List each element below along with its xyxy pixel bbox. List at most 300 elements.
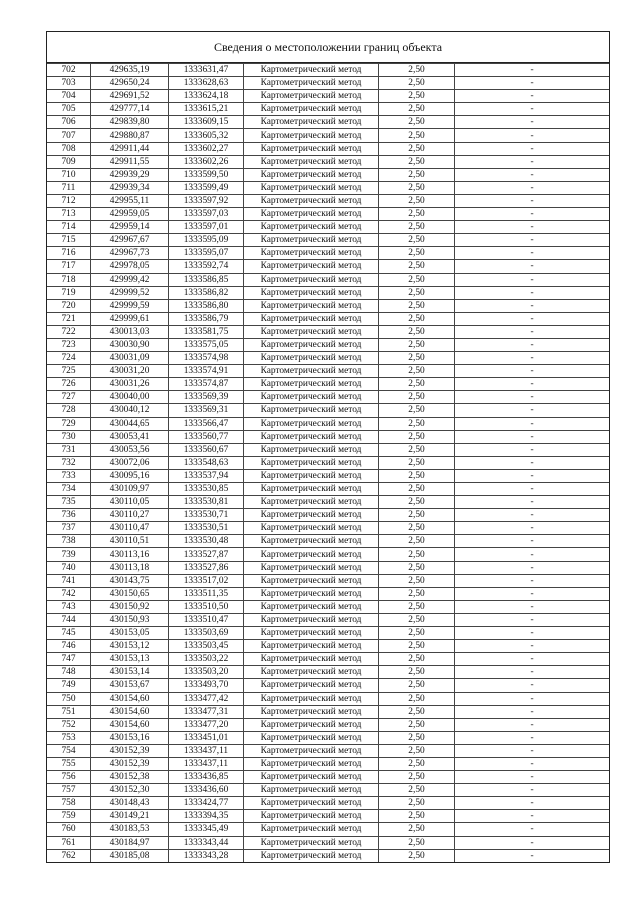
description-cell: - <box>455 155 610 168</box>
point-number-cell: 730 <box>47 430 91 443</box>
point-number-cell: 727 <box>47 391 91 404</box>
method-cell: Картометрический метод <box>244 430 379 443</box>
x-coordinate-cell: 430030,90 <box>91 338 169 351</box>
table-row <box>47 666 609 679</box>
precision-cell: 2,50 <box>379 430 455 443</box>
y-coordinate-cell: 1333503,22 <box>169 653 244 666</box>
x-coordinate-cell: 429939,29 <box>91 168 169 181</box>
point-number-cell: 741 <box>47 574 91 587</box>
table-row <box>47 456 609 469</box>
method-cell: Картометрический метод <box>244 103 379 116</box>
precision-cell: 2,50 <box>379 823 455 836</box>
y-coordinate-cell: 1333595,07 <box>169 247 244 260</box>
method-cell: Картометрический метод <box>244 129 379 142</box>
table-row <box>47 613 609 626</box>
y-coordinate-cell: 1333548,63 <box>169 456 244 469</box>
method-cell: Картометрический метод <box>244 744 379 757</box>
x-coordinate-cell: 429911,55 <box>91 155 169 168</box>
precision-cell: 2,50 <box>379 299 455 312</box>
x-coordinate-cell: 430040,00 <box>91 391 169 404</box>
table-row <box>47 234 609 247</box>
precision-cell: 2,50 <box>379 64 455 77</box>
y-coordinate-cell: 1333511,35 <box>169 587 244 600</box>
method-cell: Картометрический метод <box>244 260 379 273</box>
point-number-cell: 749 <box>47 679 91 692</box>
point-number-cell: 707 <box>47 129 91 142</box>
point-number-cell: 723 <box>47 338 91 351</box>
precision-cell: 2,50 <box>379 600 455 613</box>
y-coordinate-cell: 1333581,75 <box>169 325 244 338</box>
y-coordinate-cell: 1333586,85 <box>169 273 244 286</box>
table-row <box>47 194 609 207</box>
point-number-cell: 720 <box>47 299 91 312</box>
y-coordinate-cell: 1333493,70 <box>169 679 244 692</box>
method-cell: Картометрический метод <box>244 286 379 299</box>
table-row <box>47 469 609 482</box>
y-coordinate-cell: 1333477,31 <box>169 705 244 718</box>
x-coordinate-cell: 429959,14 <box>91 221 169 234</box>
point-number-cell: 704 <box>47 90 91 103</box>
table-row <box>47 757 609 770</box>
y-coordinate-cell: 1333595,09 <box>169 234 244 247</box>
method-cell: Картометрический метод <box>244 404 379 417</box>
method-cell: Картометрический метод <box>244 496 379 509</box>
y-coordinate-cell: 1333345,49 <box>169 823 244 836</box>
precision-cell: 2,50 <box>379 613 455 626</box>
description-cell: - <box>455 836 610 849</box>
x-coordinate-cell: 430148,43 <box>91 797 169 810</box>
table-row <box>47 155 609 168</box>
y-coordinate-cell: 1333437,11 <box>169 744 244 757</box>
precision-cell: 2,50 <box>379 208 455 221</box>
table-row <box>47 771 609 784</box>
point-number-cell: 734 <box>47 483 91 496</box>
y-coordinate-cell: 1333631,47 <box>169 64 244 77</box>
method-cell: Картометрический метод <box>244 221 379 234</box>
point-number-cell: 755 <box>47 757 91 770</box>
method-cell: Картометрический метод <box>244 483 379 496</box>
point-number-cell: 725 <box>47 365 91 378</box>
precision-cell: 2,50 <box>379 194 455 207</box>
method-cell: Картометрический метод <box>244 443 379 456</box>
method-cell: Картометрический метод <box>244 142 379 155</box>
point-number-cell: 760 <box>47 823 91 836</box>
point-number-cell: 747 <box>47 653 91 666</box>
description-cell: - <box>455 692 610 705</box>
precision-cell: 2,50 <box>379 509 455 522</box>
method-cell: Картометрический метод <box>244 640 379 653</box>
table-row <box>47 784 609 797</box>
y-coordinate-cell: 1333510,47 <box>169 613 244 626</box>
x-coordinate-cell: 430072,06 <box>91 456 169 469</box>
table-row <box>47 653 609 666</box>
y-coordinate-cell: 1333530,51 <box>169 522 244 535</box>
y-coordinate-cell: 1333503,69 <box>169 627 244 640</box>
method-cell: Картометрический метод <box>244 548 379 561</box>
method-cell: Картометрический метод <box>244 391 379 404</box>
point-number-cell: 754 <box>47 744 91 757</box>
x-coordinate-cell: 430153,16 <box>91 731 169 744</box>
x-coordinate-cell: 430183,53 <box>91 823 169 836</box>
y-coordinate-cell: 1333530,71 <box>169 509 244 522</box>
precision-cell: 2,50 <box>379 574 455 587</box>
x-coordinate-cell: 430154,60 <box>91 692 169 705</box>
precision-cell: 2,50 <box>379 587 455 600</box>
point-number-cell: 736 <box>47 509 91 522</box>
x-coordinate-cell: 429978,05 <box>91 260 169 273</box>
precision-cell: 2,50 <box>379 155 455 168</box>
x-coordinate-cell: 429999,52 <box>91 286 169 299</box>
precision-cell: 2,50 <box>379 744 455 757</box>
y-coordinate-cell: 1333530,48 <box>169 535 244 548</box>
table-row <box>47 299 609 312</box>
table-row <box>47 64 609 77</box>
description-cell: - <box>455 561 610 574</box>
table-row <box>47 600 609 613</box>
precision-cell: 2,50 <box>379 77 455 90</box>
description-cell: - <box>455 194 610 207</box>
point-number-cell: 735 <box>47 496 91 509</box>
description-cell: - <box>455 247 610 260</box>
table-row <box>47 509 609 522</box>
y-coordinate-cell: 1333592,74 <box>169 260 244 273</box>
description-cell: - <box>455 64 610 77</box>
y-coordinate-cell: 1333586,80 <box>169 299 244 312</box>
method-cell: Картометрический метод <box>244 836 379 849</box>
description-cell: - <box>455 469 610 482</box>
method-cell: Картометрический метод <box>244 181 379 194</box>
precision-cell: 2,50 <box>379 784 455 797</box>
y-coordinate-cell: 1333609,15 <box>169 116 244 129</box>
point-number-cell: 759 <box>47 810 91 823</box>
y-coordinate-cell: 1333575,05 <box>169 338 244 351</box>
method-cell: Картометрический метод <box>244 849 379 862</box>
x-coordinate-cell: 430044,65 <box>91 417 169 430</box>
y-coordinate-cell: 1333597,92 <box>169 194 244 207</box>
method-cell: Картометрический метод <box>244 731 379 744</box>
point-number-cell: 716 <box>47 247 91 260</box>
description-cell: - <box>455 613 610 626</box>
description-cell: - <box>455 325 610 338</box>
point-number-cell: 722 <box>47 325 91 338</box>
description-cell: - <box>455 483 610 496</box>
table-row <box>47 77 609 90</box>
description-cell: - <box>455 443 610 456</box>
method-cell: Картометрический метод <box>244 757 379 770</box>
point-number-cell: 712 <box>47 194 91 207</box>
precision-cell: 2,50 <box>379 653 455 666</box>
point-number-cell: 731 <box>47 443 91 456</box>
point-number-cell: 746 <box>47 640 91 653</box>
x-coordinate-cell: 430110,27 <box>91 509 169 522</box>
point-number-cell: 738 <box>47 535 91 548</box>
point-number-cell: 715 <box>47 234 91 247</box>
point-number-cell: 729 <box>47 417 91 430</box>
description-cell: - <box>455 849 610 862</box>
point-number-cell: 753 <box>47 731 91 744</box>
x-coordinate-cell: 430152,30 <box>91 784 169 797</box>
precision-cell: 2,50 <box>379 129 455 142</box>
x-coordinate-cell: 429691,52 <box>91 90 169 103</box>
y-coordinate-cell: 1333628,63 <box>169 77 244 90</box>
point-number-cell: 745 <box>47 627 91 640</box>
description-cell: - <box>455 679 610 692</box>
method-cell: Картометрический метод <box>244 561 379 574</box>
x-coordinate-cell: 430152,39 <box>91 744 169 757</box>
precision-cell: 2,50 <box>379 221 455 234</box>
description-cell: - <box>455 77 610 90</box>
description-cell: - <box>455 142 610 155</box>
description-cell: - <box>455 221 610 234</box>
table-row <box>47 548 609 561</box>
y-coordinate-cell: 1333599,50 <box>169 168 244 181</box>
method-cell: Картометрический метод <box>244 338 379 351</box>
table-row <box>47 221 609 234</box>
table-row <box>47 378 609 391</box>
description-cell: - <box>455 103 610 116</box>
precision-cell: 2,50 <box>379 365 455 378</box>
description-cell: - <box>455 365 610 378</box>
table-row <box>47 522 609 535</box>
precision-cell: 2,50 <box>379 679 455 692</box>
table-row <box>47 823 609 836</box>
method-cell: Картометрический метод <box>244 810 379 823</box>
y-coordinate-cell: 1333624,18 <box>169 90 244 103</box>
table-row <box>47 129 609 142</box>
description-cell: - <box>455 744 610 757</box>
table-row <box>47 535 609 548</box>
precision-cell: 2,50 <box>379 705 455 718</box>
x-coordinate-cell: 430153,13 <box>91 653 169 666</box>
description-cell: - <box>455 129 610 142</box>
description-cell: - <box>455 338 610 351</box>
x-coordinate-cell: 429880,87 <box>91 129 169 142</box>
x-coordinate-cell: 429911,44 <box>91 142 169 155</box>
x-coordinate-cell: 429635,19 <box>91 64 169 77</box>
point-number-cell: 757 <box>47 784 91 797</box>
description-cell: - <box>455 404 610 417</box>
method-cell: Картометрический метод <box>244 299 379 312</box>
point-number-cell: 714 <box>47 221 91 234</box>
table-row <box>47 181 609 194</box>
x-coordinate-cell: 430110,05 <box>91 496 169 509</box>
point-number-cell: 702 <box>47 64 91 77</box>
description-cell: - <box>455 600 610 613</box>
x-coordinate-cell: 430031,20 <box>91 365 169 378</box>
table-row <box>47 496 609 509</box>
point-number-cell: 726 <box>47 378 91 391</box>
table-row <box>47 443 609 456</box>
precision-cell: 2,50 <box>379 731 455 744</box>
precision-cell: 2,50 <box>379 836 455 849</box>
method-cell: Картометрический метод <box>244 234 379 247</box>
description-cell: - <box>455 286 610 299</box>
x-coordinate-cell: 430053,56 <box>91 443 169 456</box>
table-row <box>47 352 609 365</box>
point-number-cell: 706 <box>47 116 91 129</box>
point-number-cell: 713 <box>47 208 91 221</box>
table-row <box>47 338 609 351</box>
method-cell: Картометрический метод <box>244 208 379 221</box>
x-coordinate-cell: 430095,16 <box>91 469 169 482</box>
y-coordinate-cell: 1333527,86 <box>169 561 244 574</box>
table-row <box>47 561 609 574</box>
method-cell: Картометрический метод <box>244 718 379 731</box>
point-number-cell: 717 <box>47 260 91 273</box>
point-number-cell: 750 <box>47 692 91 705</box>
description-cell: - <box>455 548 610 561</box>
point-number-cell: 742 <box>47 587 91 600</box>
table-row <box>47 116 609 129</box>
table-row <box>47 312 609 325</box>
y-coordinate-cell: 1333477,42 <box>169 692 244 705</box>
precision-cell: 2,50 <box>379 849 455 862</box>
point-number-cell: 703 <box>47 77 91 90</box>
description-cell: - <box>455 810 610 823</box>
precision-cell: 2,50 <box>379 797 455 810</box>
y-coordinate-cell: 1333560,67 <box>169 443 244 456</box>
x-coordinate-cell: 429939,34 <box>91 181 169 194</box>
precision-cell: 2,50 <box>379 771 455 784</box>
description-cell: - <box>455 797 610 810</box>
method-cell: Картометрический метод <box>244 456 379 469</box>
description-cell: - <box>455 666 610 679</box>
x-coordinate-cell: 430154,60 <box>91 705 169 718</box>
description-cell: - <box>455 718 610 731</box>
precision-cell: 2,50 <box>379 312 455 325</box>
x-coordinate-cell: 430153,12 <box>91 640 169 653</box>
y-coordinate-cell: 1333530,85 <box>169 483 244 496</box>
point-number-cell: 752 <box>47 718 91 731</box>
document-title: Сведения о местоположении границ объекта <box>47 32 609 63</box>
point-number-cell: 743 <box>47 600 91 613</box>
description-cell: - <box>455 496 610 509</box>
y-coordinate-cell: 1333574,91 <box>169 365 244 378</box>
method-cell: Картометрический метод <box>244 194 379 207</box>
method-cell: Картометрический метод <box>244 325 379 338</box>
method-cell: Картометрический метод <box>244 771 379 784</box>
y-coordinate-cell: 1333586,82 <box>169 286 244 299</box>
description-cell: - <box>455 430 610 443</box>
precision-cell: 2,50 <box>379 469 455 482</box>
method-cell: Картометрический метод <box>244 600 379 613</box>
point-number-cell: 732 <box>47 456 91 469</box>
precision-cell: 2,50 <box>379 522 455 535</box>
point-number-cell: 748 <box>47 666 91 679</box>
table-row <box>47 744 609 757</box>
precision-cell: 2,50 <box>379 378 455 391</box>
method-cell: Картометрический метод <box>244 64 379 77</box>
y-coordinate-cell: 1333436,60 <box>169 784 244 797</box>
description-cell: - <box>455 587 610 600</box>
method-cell: Картометрический метод <box>244 312 379 325</box>
precision-cell: 2,50 <box>379 640 455 653</box>
table-row <box>47 587 609 600</box>
x-coordinate-cell: 430113,18 <box>91 561 169 574</box>
y-coordinate-cell: 1333477,20 <box>169 718 244 731</box>
method-cell: Картометрический метод <box>244 90 379 103</box>
precision-cell: 2,50 <box>379 404 455 417</box>
description-cell: - <box>455 90 610 103</box>
x-coordinate-cell: 429967,73 <box>91 247 169 260</box>
table-row <box>47 417 609 430</box>
description-cell: - <box>455 273 610 286</box>
x-coordinate-cell: 429967,67 <box>91 234 169 247</box>
x-coordinate-cell: 430184,97 <box>91 836 169 849</box>
table-row <box>47 90 609 103</box>
x-coordinate-cell: 430150,93 <box>91 613 169 626</box>
method-cell: Картометрический метод <box>244 509 379 522</box>
description-cell: - <box>455 771 610 784</box>
method-cell: Картометрический метод <box>244 784 379 797</box>
table-row <box>47 627 609 640</box>
table-row <box>47 103 609 116</box>
precision-cell: 2,50 <box>379 443 455 456</box>
description-cell: - <box>455 757 610 770</box>
method-cell: Картометрический метод <box>244 352 379 365</box>
description-cell: - <box>455 509 610 522</box>
description-cell: - <box>455 234 610 247</box>
description-cell: - <box>455 640 610 653</box>
precision-cell: 2,50 <box>379 142 455 155</box>
table-row <box>47 325 609 338</box>
precision-cell: 2,50 <box>379 456 455 469</box>
description-cell: - <box>455 535 610 548</box>
x-coordinate-cell: 429999,61 <box>91 312 169 325</box>
x-coordinate-cell: 430153,67 <box>91 679 169 692</box>
table-row <box>47 849 609 862</box>
precision-cell: 2,50 <box>379 234 455 247</box>
description-cell: - <box>455 168 610 181</box>
y-coordinate-cell: 1333527,87 <box>169 548 244 561</box>
table-row <box>47 404 609 417</box>
point-number-cell: 739 <box>47 548 91 561</box>
point-number-cell: 758 <box>47 797 91 810</box>
method-cell: Картометрический метод <box>244 155 379 168</box>
table-row <box>47 142 609 155</box>
precision-cell: 2,50 <box>379 181 455 194</box>
precision-cell: 2,50 <box>379 666 455 679</box>
table-row <box>47 247 609 260</box>
table-row <box>47 731 609 744</box>
table-row <box>47 483 609 496</box>
y-coordinate-cell: 1333517,02 <box>169 574 244 587</box>
y-coordinate-cell: 1333343,28 <box>169 849 244 862</box>
description-cell: - <box>455 731 610 744</box>
y-coordinate-cell: 1333597,03 <box>169 208 244 221</box>
x-coordinate-cell: 429955,11 <box>91 194 169 207</box>
description-cell: - <box>455 312 610 325</box>
x-coordinate-cell: 429777,14 <box>91 103 169 116</box>
method-cell: Картометрический метод <box>244 692 379 705</box>
description-cell: - <box>455 391 610 404</box>
point-number-cell: 718 <box>47 273 91 286</box>
precision-cell: 2,50 <box>379 483 455 496</box>
method-cell: Картометрический метод <box>244 627 379 640</box>
point-number-cell: 705 <box>47 103 91 116</box>
precision-cell: 2,50 <box>379 352 455 365</box>
point-number-cell: 740 <box>47 561 91 574</box>
description-cell: - <box>455 378 610 391</box>
table-row <box>47 365 609 378</box>
precision-cell: 2,50 <box>379 273 455 286</box>
precision-cell: 2,50 <box>379 496 455 509</box>
boundary-data-document <box>46 31 610 863</box>
description-cell: - <box>455 522 610 535</box>
point-number-cell: 737 <box>47 522 91 535</box>
table-row <box>47 836 609 849</box>
method-cell: Картометрический метод <box>244 378 379 391</box>
